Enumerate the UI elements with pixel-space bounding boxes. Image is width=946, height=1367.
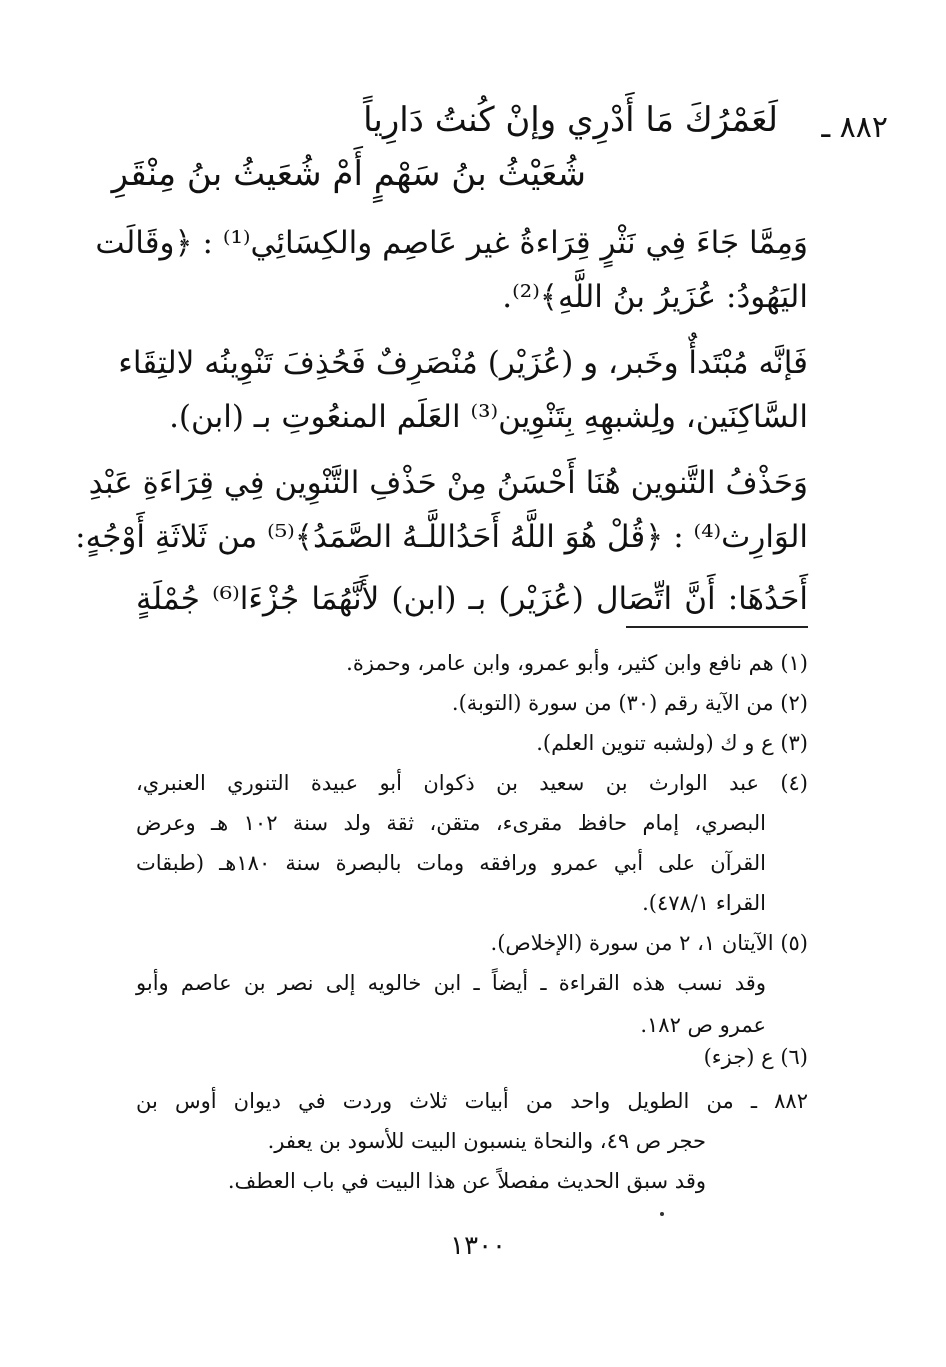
body-line: فَإنَّه مُبْتَدأٌ وخَبر، و (عُزَيْر) مُنْصَرِفٌ فَحُذِفَ تَنْوِينُه لالتِقَاء <box>118 345 808 381</box>
footnote-4-cont: البصري، إمام حافظ مقرىء، متقن، ثقة ولد سنة ١٠٢ هـ وعرض <box>136 811 766 835</box>
commentary-line: ٨٨٢ ـ من الطويل واحد من أبيات ثلاث وردت في ديوان أوس بن <box>136 1089 808 1113</box>
footnote-5-note: عمرو ص ١٨٢. <box>640 1013 766 1037</box>
verse-line-2: شُعَيْثُ بنُ سَهْمٍ أَمْ شُعَيثُ بنُ مِنْقَرِ <box>111 154 586 194</box>
body-line: السَّاكِنَين، ولِشبهِهِ بِتَنْوِين⁽³⁾ العَلَم المنعُوتِ بـ (ابن). <box>169 399 808 435</box>
body-line: اليَهُودُ: عُزَيرُ بنُ اللَّهِ﴾⁽²⁾. <box>502 279 808 315</box>
footnote-5-note: وقد نسب هذه القراءة ـ أيضاً ـ ابن خالويه إلى نصر بن عاصم وأبو <box>136 971 766 995</box>
footnote-6: (٦) ع (جزء) <box>703 1045 808 1069</box>
footnote-4-cont: القراء ٤٧٨/١). <box>642 891 766 915</box>
footnote-4: (٤) عبد الوارث بن سعيد بن ذكوان أبو عبيدة التنوري العنبري، <box>136 771 808 795</box>
footnote-2: (٢) من الآية رقم (٣٠) من سورة (التوبة). <box>451 691 808 715</box>
page-number: ١٣٠٠ <box>450 1231 506 1261</box>
verse-line-1: لَعَمْرُكَ مَا أَدْرِي وإنْ كُنتُ دَارِياً <box>363 100 778 140</box>
speck <box>660 1212 664 1216</box>
commentary-line: وقد سبق الحديث مفصلاً عن هذا البيت في باب العطف. <box>227 1169 706 1193</box>
body-line: الوَارِث⁽⁴⁾ : ﴿قُلْ هُوَ اللَّهُ أَحَدُاللَّـهُ الصَّمَدُ﴾⁽⁵⁾ من ثَلاثَةِ أَوْجُهٍ: <box>75 519 808 555</box>
footnote-3: (٣) ع و ك (ولشبه تنوين العلم). <box>536 731 808 755</box>
footnote-4-cont: القرآن على أبي عمرو ورافقه ومات بالبصرة سنة ١٨٠هـ (طبقات <box>136 851 767 875</box>
commentary-line: حجر ص ٤٩، والنحاة ينسبون البيت للأسود بن يعفر. <box>267 1129 706 1153</box>
body-line: وَحَذْفُ التَّنوين هُنَا أَحْسَنُ مِنْ حَذْفِ التَّنْوِين فِي قِرَاءَةِ عَبْدِ <box>88 465 808 501</box>
footnote-1: (١) هم نافع وابن كثير، وأبو عمرو، وابن عامر، وحمزة. <box>346 651 808 675</box>
body-line: أَحَدُهَا: أَنَّ اتِّصَال (عُزَيْر) بـ (ابن) لأَنَّهُمَا جُزْءَا⁽⁶⁾ جُمْلَةٍ <box>136 581 809 617</box>
footnote-5: (٥) الآيتان ١، ٢ من سورة (الإخلاص). <box>490 931 808 955</box>
body-line: وَمِمَّا جَاءَ فِي نَثْرٍ قِرَاءةُ غير عَاصِم والكِسَائِي⁽¹⁾ : ﴿وقَالَت <box>95 225 808 261</box>
verse-number: ٨٨٢ ـ <box>821 110 888 145</box>
footnote-separator <box>626 626 808 628</box>
